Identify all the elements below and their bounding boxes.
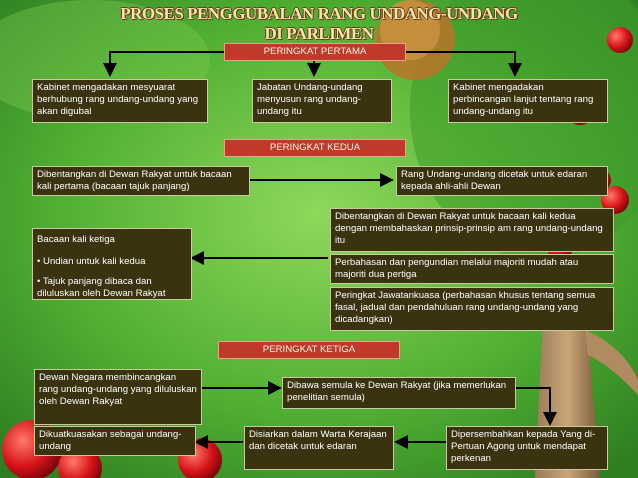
step-senate-debate: Dewan Negara membincangkan rang undang-undang yang diluluskan oleh Dewan Rakyat <box>34 369 202 425</box>
step-committee-stage: Peringkat Jawatankuasa (perbahasan khusus tentang semua fasal, jadual dan pendahuluan rang undang-undang yang dicadangkan) <box>330 287 614 331</box>
step-third-reading <box>32 228 192 300</box>
step-gazette: Disiarkan dalam Warta Kerajaan dan dicetak untuk edaran <box>244 426 394 470</box>
step-second-reading: Dibentangkan di Dewan Rakyat untuk bacaan kali kedua dengan membahaskan prinsip-prinsip am rang undang-undang itu <box>330 208 614 252</box>
step-enforced-as-law: Dikuatkuasakan sebagai undang-undang <box>34 426 196 456</box>
diagram-title-line2: DI PARLIMEN <box>264 24 374 43</box>
stage-label-third: PERINGKAT KETIGA <box>218 341 400 359</box>
third-reading-bullet-vote: • Undian untuk kali kedua <box>37 256 146 267</box>
step-royal-assent: Dipersembahkan kepada Yang di-Pertuan Agong untuk mendapat perkenan <box>446 426 608 470</box>
step-first-reading: Dibentangkan di Dewan Rakyat untuk bacaan kali pertama (bacaan tajuk panjang) <box>32 166 250 196</box>
step-cabinet-discussion: Kabinet mengadakan perbincangan lanjut tentang rang undang-undang itu <box>448 79 608 123</box>
step-debate-vote: Perbahasan dan pengundian melalui majoriti mudah atau majoriti dua pertiga <box>330 254 614 284</box>
third-reading-title: Bacaan kali ketiga <box>37 234 115 245</box>
diagram-title-line1: PROSES PENGGUBALAN RANG UNDANG-UNDANG <box>120 4 518 23</box>
step-cabinet-meeting: Kabinet mengadakan mesyuarat berhubung rang undang-undang yang akan digubal <box>32 79 208 123</box>
step-legal-drafting: Jabatan Undang-undang menyusun rang undang-undang itu <box>252 79 392 123</box>
step-bill-printed: Rang Undang-undang dicetak untuk edaran kepada ahli-ahli Dewan <box>396 166 608 196</box>
stage-label-second: PERINGKAT KEDUA <box>224 139 406 157</box>
stage-label-first: PERINGKAT PERTAMA <box>224 43 406 61</box>
third-reading-bullet-title: • Tajuk panjang dibaca dan diluluskan oleh Dewan Rakyat <box>37 276 166 299</box>
step-return-to-house: Dibawa semula ke Dewan Rakyat (jika memerlukan penelitian semula) <box>282 377 516 409</box>
